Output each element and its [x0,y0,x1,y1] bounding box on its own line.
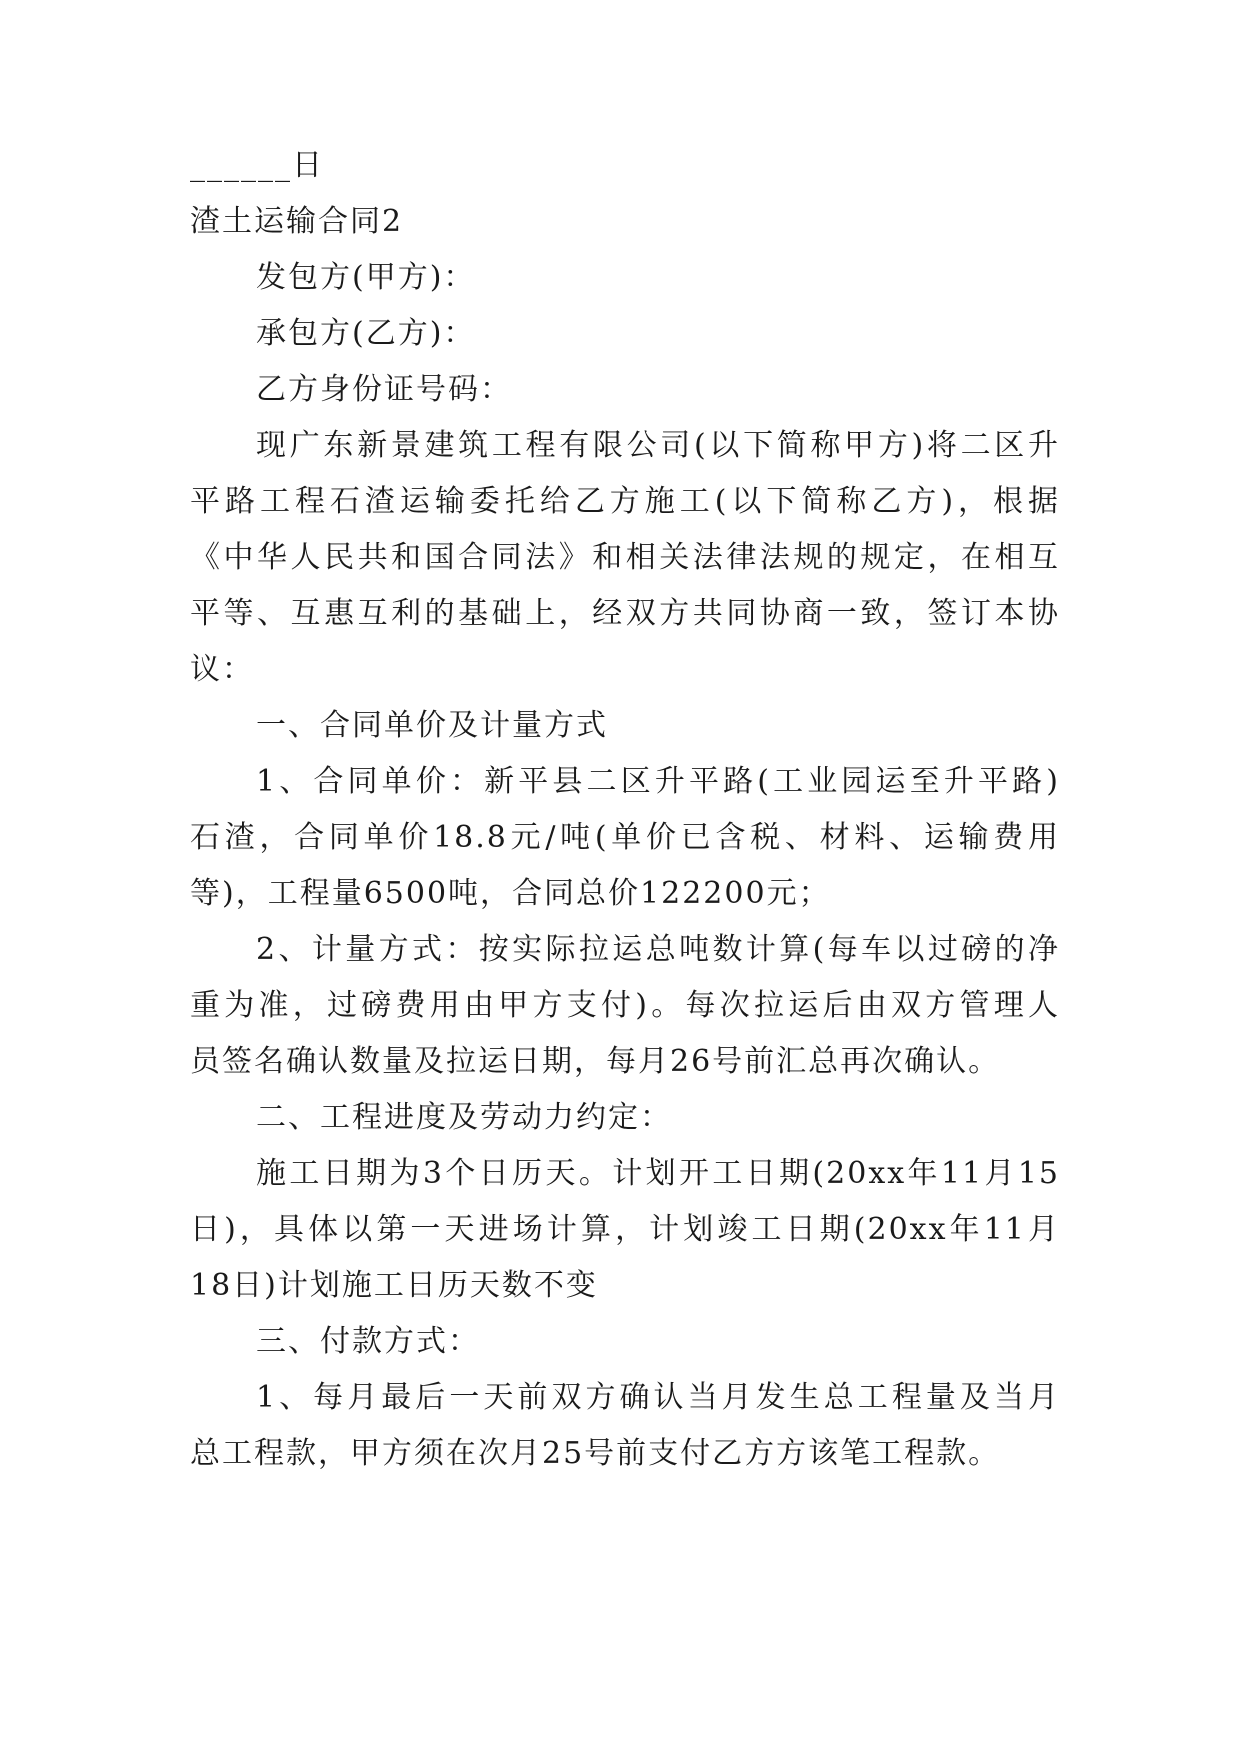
intro-line: 《中华人民共和国合同法》和相关法律法规的规定，在相互 [190,540,1060,575]
date-line: ______日 [190,148,324,183]
section1-item1-line: 1、合同单价：新平县二区升平路(工业园运至升平路) [256,764,1060,799]
party-b-id-label: 乙方身份证号码： [256,372,512,407]
section3-item1-line: 1、每月最后一天前双方确认当月发生总工程量及当月 [256,1380,1060,1415]
section1-item1-line: 石渣，合同单价18.8元/吨(单价已含税、材料、运输费用 [190,820,1060,855]
section1-item1-line: 等)，工程量6500吨，合同总价122200元； [190,876,831,911]
intro-line: 议： [190,652,254,687]
intro-line: 平等、互惠互利的基础上，经双方共同协商一致，签订本协 [190,596,1060,631]
section3-item1-line: 总工程款，甲方须在次月25号前支付乙方方该笔工程款。 [190,1436,1001,1471]
document-title: 渣土运输合同2 [190,204,404,239]
section3-heading: 三、付款方式： [256,1324,480,1359]
party-a-label: 发包方(甲方)： [256,260,476,295]
section1-item2-line: 员签名确认数量及拉运日期，每月26号前汇总再次确认。 [190,1044,1001,1079]
section2-heading: 二、工程进度及劳动力约定： [256,1100,672,1135]
section2-body-line: 日)，具体以第一天进场计算，计划竣工日期(20xx年11月 [190,1212,1060,1247]
party-b-label: 承包方(乙方)： [256,316,476,351]
section2-body-line: 18日)计划施工日历天数不变 [190,1268,598,1303]
intro-line: 现广东新景建筑工程有限公司(以下简称甲方)将二区升 [256,428,1060,463]
section2-body-line: 施工日期为3个日历天。计划开工日期(20xx年11月15 [256,1156,1060,1191]
section1-heading: 一、合同单价及计量方式 [256,708,608,743]
section1-item2-line: 重为准，过磅费用由甲方支付)。每次拉运后由双方管理人 [190,988,1060,1023]
section1-item2-line: 2、计量方式：按实际拉运总吨数计算(每车以过磅的净 [256,932,1060,967]
intro-line: 平路工程石渣运输委托给乙方施工(以下简称乙方)，根据 [190,484,1060,519]
